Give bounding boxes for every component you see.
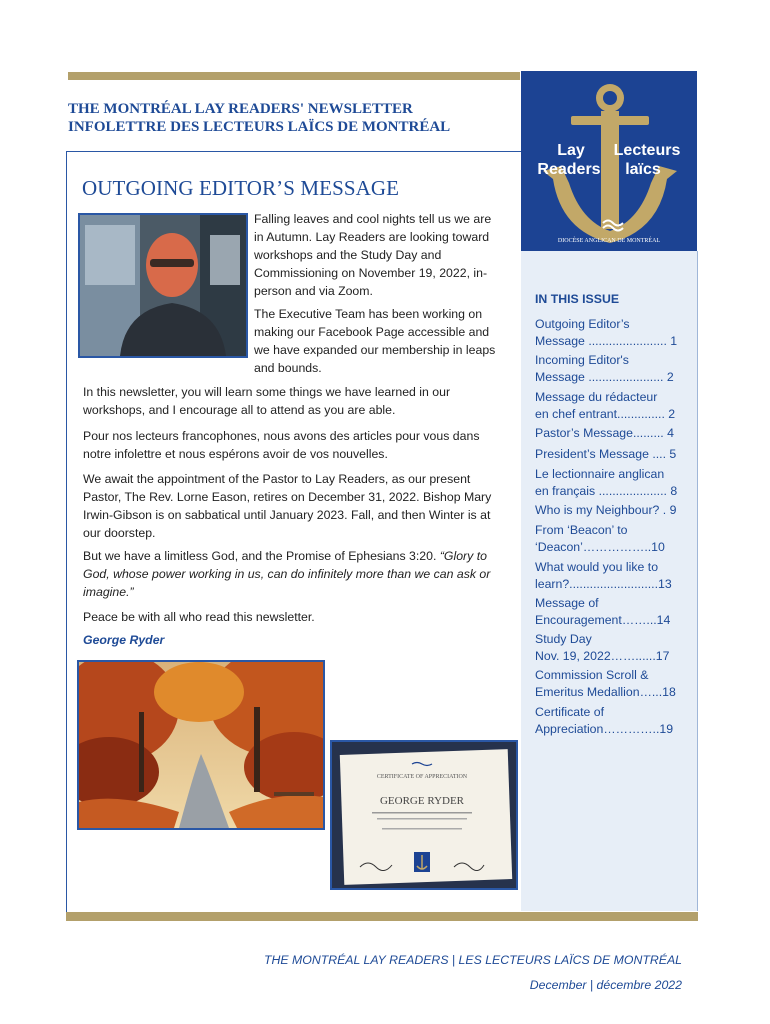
paragraph-francophones: Pour nos lecteurs francophones, nous avons des articles pour vous dans notre infolettre et nous espérons avoir de vos nouvelles. [83,429,480,461]
certificate-photo [330,740,518,890]
footer-organization: THE MONTRÉAL LAY READERS | LES LECTEURS LAÏCS DE MONTRÉAL [264,953,682,967]
footer-issue-date: December | décembre 2022 [529,978,682,992]
toc-item-study-day[interactable] [535,631,685,665]
newsletter-title-english: THE MONTRÉAL LAY READERS' NEWSLETTER [68,101,413,117]
toc-item-label: From ‘Beacon’ to [535,523,628,537]
toc-item-page: en chef entrant.............. 2 [535,407,676,421]
toc-item-label: Incoming Editor's [535,353,629,367]
autumn-path-photo [77,660,325,830]
paragraph-pastor-appointment: We await the appointment of the Pastor to Lay Readers, as our present Pastor, The Rev. Lorne Eason, retires on December 31, 2022. Bishop Mary Irwin-Gibson is on sabbatical until January 2023. Fall, and then Winter is at our doorstep. [83,472,492,540]
in-this-issue-heading: IN THIS ISSUE [535,292,620,306]
toc-item-pastors-message[interactable] [535,425,685,442]
paragraph-closing: Peace be with all who read this newsletter. [83,610,315,624]
paragraph-intro: Falling leaves and cool nights tell us we are in Autumn. Lay Readers are looking toward workshops and the Study Day and Commissioning on November 19, 2022, in-person and via Zoom. [254,212,492,298]
toc-item-label: President’s Message .... 5 [535,447,677,461]
paragraph-executive-team: The Executive Team has been working on making our Facebook Page accessible and we have expanded our membership in leaps and bounds. [254,307,496,375]
toc-item-label: Who is my Neighbour? . 9 [535,503,677,517]
toc-item-incoming-editor[interactable] [535,352,685,386]
ephesians-intro: But we have a limitless God, and the Promise of Ephesians 3:20. [83,549,440,563]
certificate-heading: CERTIFICATE OF APPRECIATION [376,774,468,780]
ephesians-quote: “Glory to God, whose power working in us, can do infinitely more than we can ask or imagine.” [83,549,491,599]
paragraph-workshops: In this newsletter, you will learn some things we have learned in our workshops, and I encourage all to attend as you are able. [83,385,451,417]
toc-item-label: Certificate of [535,705,605,719]
logo-text-readers: Readers [537,161,601,178]
lay-readers-logo [521,71,697,251]
toc-item-page: Nov. 19, 2022……......17 [535,649,670,663]
bottom-gold-bar [66,912,698,921]
toc-item-page: en français .................... 8 [535,484,678,498]
paragraph-ephesians [83,547,505,601]
toc-item-page: Emeritus Medallion…...18 [535,685,676,699]
anchor-icon [521,71,697,251]
toc-item-page: Encouragement……...14 [535,613,671,627]
toc-item-lectionnaire[interactable] [535,466,685,500]
toc-item-page: Appreciation…………..19 [535,722,674,736]
toc-item-label: What would you like to [535,560,659,574]
logo-text-lecteurs: Lecteurs [613,142,681,159]
toc-item-label: Study Day [535,632,592,646]
editor-photo [78,213,248,358]
toc-item-beacon-deacon[interactable] [535,522,685,556]
logo-text-laics: laïcs [625,161,661,178]
toc-item-encouragement[interactable] [535,595,685,629]
toc-item-label: Outgoing Editor’s [535,317,630,331]
toc-item-page: Message ...................... 2 [535,370,674,384]
top-gold-bar [68,72,520,80]
toc-item-message-redacteur[interactable] [535,389,685,423]
certificate-name: GEORGE RYDER [379,795,465,807]
toc-item-page: Message ....................... 1 [535,334,678,348]
toc-item-label: Message of [535,596,599,610]
toc-item-commission-scroll[interactable] [535,667,685,701]
editor-signature: George Ryder [83,633,165,647]
toc-item-certificate[interactable] [535,704,685,738]
toc-item-label: Message du rédacteur [535,390,658,404]
toc-item-what-to-learn[interactable] [535,559,685,593]
logo-caption: DIOCÈSE ANGLICAN DE MONTRÉAL [557,238,661,244]
sidebar-border [697,251,698,911]
logo-text-lay: Lay [557,142,585,159]
toc-item-presidents-message[interactable] [535,446,685,463]
newsletter-title [68,100,508,136]
toc-item-label: Pastor’s Message......... 4 [535,426,674,440]
toc-item-outgoing-editor[interactable] [535,316,685,350]
toc-item-neighbour[interactable] [535,502,685,519]
article-heading: OUTGOING EDITOR’S MESSAGE [82,176,400,200]
toc-item-label: Commission Scroll & [535,668,649,682]
toc-item-page: ‘Deacon’……………..10 [535,540,665,554]
toc-item-label: Le lectionnaire anglican [535,467,665,481]
toc-item-page: learn?..........................13 [535,577,672,591]
newsletter-title-french: INFOLETTRE DES LECTEURS LAÏCS DE MONTRÉAL [68,119,451,135]
